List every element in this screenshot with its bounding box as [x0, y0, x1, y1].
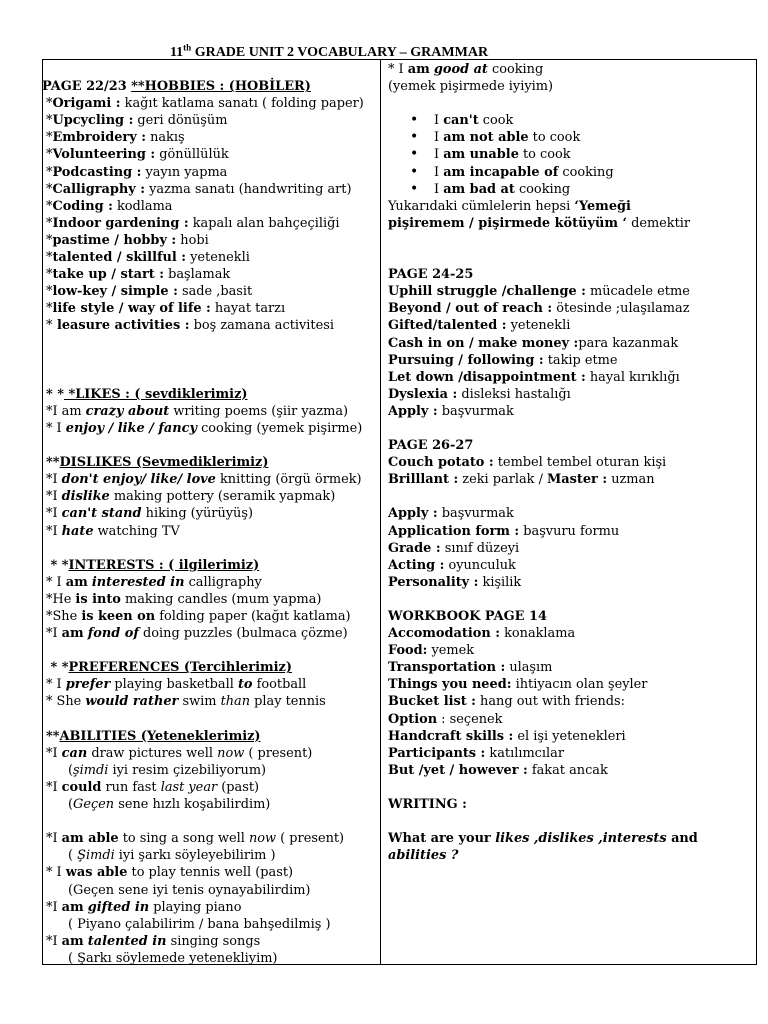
workbook-vocab-item: Things you need: ihtiyacın olan şeyler: [388, 677, 648, 693]
abilities-translation-2: (Geçen sene hızlı koşabilirdim): [68, 797, 271, 813]
hobby-item: *Podcasting : yayın yapma: [46, 164, 228, 180]
workbook-vocab-item: Transportation : ulaşım: [388, 660, 553, 676]
summary-line-1: Yukarıdaki cümlelerin hepsi ‘Yemeği: [388, 198, 631, 214]
workbook-heading: WORKBOOK PAGE 14: [388, 609, 547, 624]
inability-bullet-item: • I am not able to cook: [388, 129, 754, 146]
abilities-translation-5: ( Piyano çalabilirim / bana bahşedilmiş ): [68, 916, 331, 932]
inability-bullet-list: [388, 112, 754, 197]
likes-example-1: *I am crazy about writing poems (şiir yazma): [46, 403, 349, 419]
workbook-vocab-item: But /yet / however : fakat ancak: [388, 762, 608, 778]
preferences-example-2: * She would rather swim than play tennis: [46, 694, 326, 710]
workbook-list: [388, 625, 754, 779]
workbook-vocab-item: Option : seçenek: [388, 711, 503, 727]
interests-example-2: *He is into making candles (mum yapma): [46, 591, 322, 607]
dislikes-example-1: *I don't enjoy/ like/ love knitting (örgü örmek): [46, 472, 362, 488]
hobby-item: *Coding : kodlama: [46, 198, 173, 214]
abilities-example-3: *I am able to sing a song well now ( present): [46, 831, 345, 847]
inability-bullet-item: • I am unable to cook: [388, 146, 754, 163]
hobby-item: *Indoor gardening : kapalı alan bahçeçiliği: [46, 215, 340, 231]
inability-bullet-item: • I am incapable of cooking: [388, 164, 754, 181]
title-superscript: th: [183, 42, 192, 52]
workbook-vocab-item: Accomodation : konaklama: [388, 626, 576, 642]
page-26-27-vocab-item: Apply : başvurmak: [388, 506, 514, 522]
preferences-example-1: * I prefer playing basketball to football: [46, 677, 307, 693]
abilities-example-5: *I am gifted in playing piano: [46, 899, 242, 915]
hobby-item: *pastime / hobby : hobi: [46, 232, 209, 248]
summary-line-2: pişiremem / pişirmede kötüyüm ‘ demektir: [388, 215, 691, 231]
hobby-item: *Volunteering : gönüllülük: [46, 147, 229, 163]
abilities-translation-1: (şimdi iyi resim çizebiliyorum): [68, 762, 267, 778]
workbook-vocab-item: Bucket list : hang out with friends:: [388, 694, 625, 710]
abilities-example-2: *I could run fast last year (past): [46, 779, 260, 795]
hobby-item: * leasure activities : boş zamana activitesi: [46, 318, 334, 334]
hobbies-list: [42, 95, 378, 334]
preferences-heading: * *PREFERENCES (Tercihlerimiz): [46, 660, 292, 676]
likes-heading: * * *LIKES : ( sevdiklerimiz): [46, 386, 248, 402]
workbook-vocab-item: Food: yemek: [388, 643, 475, 659]
abilities-heading: **ABILITIES (Yeteneklerimiz): [46, 728, 261, 744]
hobbies-heading: PAGE 22/23 **HOBBIES : (HOBİLER): [42, 79, 311, 95]
page-26-27-list: [388, 505, 754, 590]
inability-bullet-item: • I am bad at cooking: [388, 181, 754, 198]
page-title: [0, 42, 768, 61]
good-at-translation: (yemek pişirmede iyiyim): [388, 79, 553, 95]
title-text: GRADE UNIT 2 VOCABULARY – GRAMMAR: [191, 44, 489, 60]
page-24-25-vocab-item: Uphill struggle /challenge : mücadele etme: [388, 284, 690, 300]
page-24-25-heading: PAGE 24-25: [388, 267, 474, 283]
page-24-25-vocab-item: Apply : başvurmak: [388, 403, 514, 419]
hobby-item: *take up / start : başlamak: [46, 267, 231, 283]
writing-heading: WRITING :: [388, 797, 467, 813]
page-24-25-vocab-item: Beyond / out of reach : ötesinde ;ulaşılamaz: [388, 301, 690, 317]
page-26-27-heading: PAGE 26-27: [388, 438, 474, 454]
abilities-translation-3: ( Şimdi iyi şarkı söyleyebilirim ): [68, 848, 276, 864]
interests-heading: * *INTERESTS : ( ilgilerimiz): [46, 557, 260, 573]
title-grade: 11: [169, 44, 184, 60]
dislikes-heading: **DISLIKES (Sevmediklerimiz): [46, 455, 269, 471]
page-24-25-vocab-item: Dyslexia : disleksi hastalığı: [388, 386, 571, 402]
hobby-item: *life style / way of life : hayat tarzı: [46, 301, 286, 317]
page-26-27-vocab-item: Personality : kişilik: [388, 574, 522, 590]
vocab-brilliant: Brilllant : zeki parlak / Master : uzman: [388, 472, 655, 488]
hobby-item: *Upcycling : geri dönüşüm: [46, 113, 228, 129]
hobby-item: *talented / skillful : yetenekli: [46, 250, 250, 266]
writing-question-line-2: abilities ?: [388, 848, 459, 864]
left-column: [42, 61, 378, 967]
workbook-vocab-item: Handcraft skills : el işi yetenekleri: [388, 728, 626, 744]
interests-example-4: *I am fond of doing puzzles (bulmaca çözme): [46, 626, 348, 642]
abilities-example-4: * I was able to play tennis well (past): [46, 865, 294, 881]
page-26-27-vocab-item: Grade : sınıf düzeyi: [388, 540, 520, 556]
page-26-27-vocab-item: Application form : başvuru formu: [388, 523, 620, 539]
abilities-example-1: *I can draw pictures well now ( present): [46, 745, 313, 761]
column-divider: [380, 59, 381, 965]
right-column: [388, 61, 754, 864]
good-at-example: * I am good at cooking: [388, 62, 544, 77]
abilities-example-6: *I am talented in singing songs: [46, 933, 261, 949]
workbook-vocab-item: Participants : katılımcılar: [388, 745, 564, 761]
abilities-translation-4: (Geçen sene iyi tenis oynayabilirdim): [68, 882, 311, 898]
vocab-couch-potato: Couch potato : tembel tembel oturan kişi: [388, 455, 667, 471]
abilities-translation-6: ( Şarkı söylemede yetenekliyim): [68, 950, 278, 966]
hobby-item: *Origami : kağıt katlama sanatı ( folding paper): [46, 96, 364, 112]
likes-example-2: * I enjoy / like / fancy cooking (yemek pişirme): [46, 420, 363, 436]
page-24-25-vocab-item: Cash in on / make money :para kazanmak: [388, 335, 679, 351]
dislikes-example-4: *I hate watching TV: [46, 523, 180, 539]
inability-bullet-item: • I can't cook: [388, 112, 754, 129]
hobby-item: *Embroidery : nakış: [46, 130, 185, 146]
interests-example-3: *She is keen on folding paper (kağıt katlama): [46, 609, 351, 624]
writing-question-line-1: What are your likes ,dislikes ,interests and: [388, 831, 698, 847]
interests-example-1: * I am interested in calligraphy: [46, 574, 262, 590]
hobby-item: *Calligraphy : yazma sanatı (handwriting art): [46, 181, 352, 197]
dislikes-example-2: *I dislike making pottery (seramik yapmak): [46, 489, 336, 505]
page-24-25-vocab-item: Pursuing / following : takip etme: [388, 352, 618, 368]
page-26-27-vocab-item: Acting : oyunculuk: [388, 557, 516, 573]
page-24-25-vocab-item: Let down /disappointment : hayal kırıklığı: [388, 369, 680, 385]
dislikes-example-3: *I can't stand hiking (yürüyüş): [46, 506, 253, 522]
page-24-25-list: [388, 283, 754, 420]
page-24-25-vocab-item: Gifted/talented : yetenekli: [388, 318, 571, 334]
hobby-item: *low-key / simple : sade ,basit: [46, 284, 253, 300]
